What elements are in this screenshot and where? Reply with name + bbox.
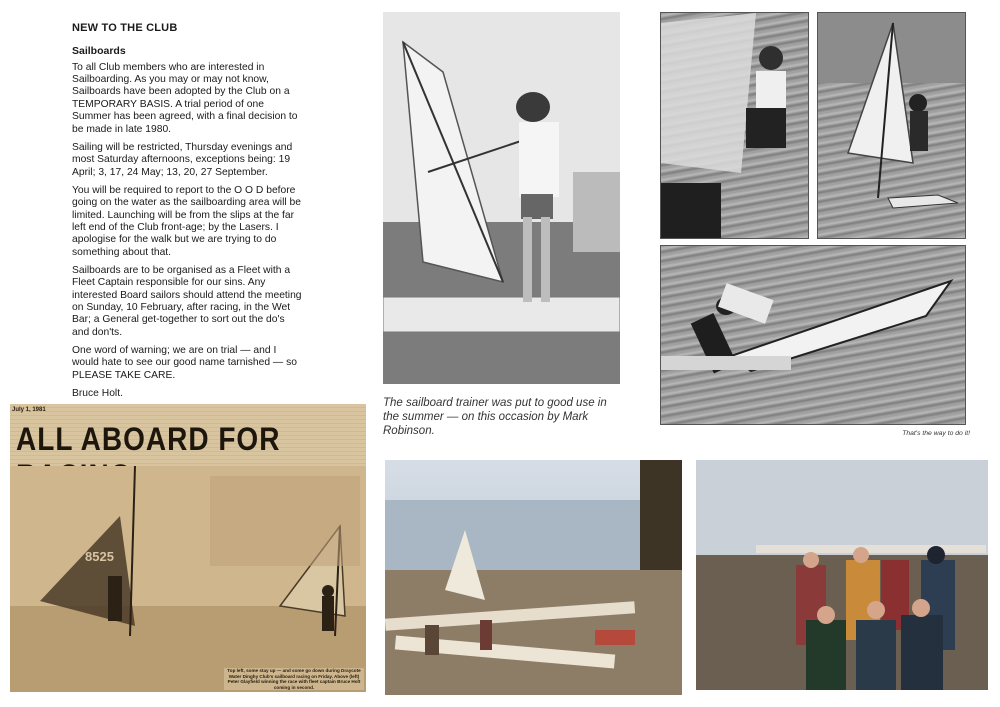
article-signature: Bruce Holt. [72,388,123,400]
clipping-date: July 1, 1981 [12,407,46,413]
clipping-caption: Top left, some stay up — and some go down during Draycote Water Dinghy Club's sailboard racing on Friday. Above (left) Peter Glayfield winning the race with fleet captain Bruce Holt coming in second. [224,668,364,690]
windsurfer-photo-wide [660,245,966,425]
article-paragraph-5: One word of warning; we are on trial — and I would hate to see our good name tarnished — so PLEASE TAKE CARE. [72,345,297,381]
windsurfer-illustration-1 [661,13,808,238]
article-subheading: Sailboards [72,45,126,58]
article-heading: NEW TO THE CLUB [72,22,178,34]
trainer-caption: The sailboard trainer was put to good use in the summer — on this occasion by Mark Robinson. [383,397,607,437]
trainer-photo-illustration [383,12,620,384]
article-paragraph-1: To all Club members who are interested in Sailboarding. As you may or may not know, Sailboards have been adopted by the Club on a TEMPORARY BASIS. A trial period of one Summer has been agreed, with a final decision to be made in late 1980. [72,61,298,135]
way-to-do-it-caption: That's the way to do it! [902,430,970,437]
group-illustration [696,460,988,690]
newspaper-clipping [10,404,366,692]
group-photo [696,460,988,690]
windsurfer-photo-top-right [817,12,966,239]
windsurfer-photo-top-left [660,12,809,239]
clipping-sail-number: 8525 [85,549,114,564]
windsurfer-illustration-2 [818,13,965,238]
article-paragraph-3: You will be required to report to the O O D before going on the water as the sailboarding area will be limited. Launching will be from the slips at the far left end of the Club front-age; by the Lasers. I apologise for the walk but we are trying to do something about that. [72,184,301,258]
beach-boards-photo [385,460,682,695]
clipping-photo [10,466,366,692]
article [72,22,304,406]
article-paragraph-2: Sailing will be restricted, Thursday evenings and most Saturday afternoons, exceptions being: 19 April; 3, 17, 24 May; 13, 20, 27 September. [72,141,293,178]
trainer-photo [383,12,620,384]
clipping-headline: ALL ABOARD FOR [16,421,281,457]
beach-boards-illustration [385,460,682,695]
windsurfer-illustration-3 [661,246,965,424]
article-paragraph-4: Sailboards are to be organised as a Fleet with a Fleet Captain responsible for our sins. Any interested Board sailors should attend the meeting on Sunday, 10 February, after racing, in the Wet Bar; a General get-together to sort out the do's and don'ts. [72,264,302,338]
